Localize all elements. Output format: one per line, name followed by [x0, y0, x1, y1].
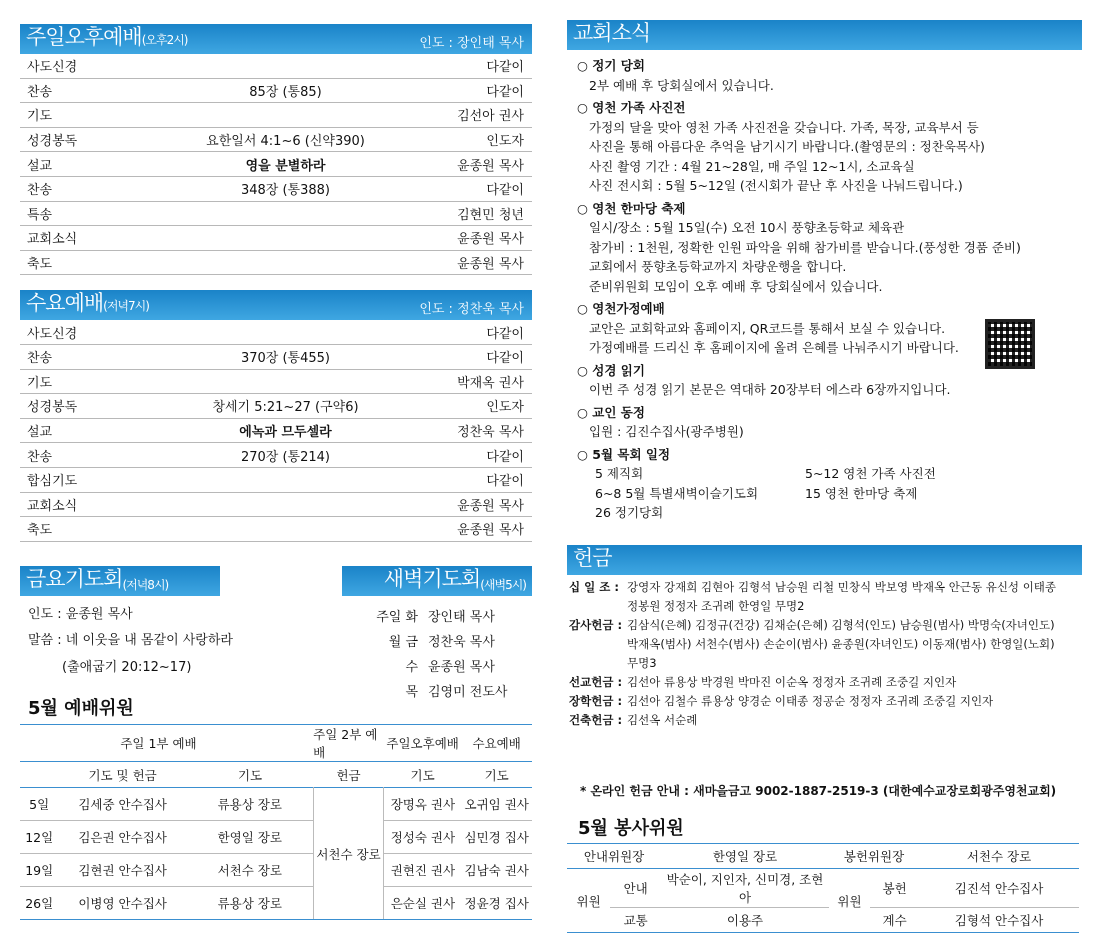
row-sunday1: 김현권 안수집사 [78, 863, 167, 878]
order-part: 찬송 [27, 449, 53, 465]
service-table [567, 843, 1079, 933]
member-label-2: 위원 [829, 869, 870, 933]
wednesday-order-row [20, 320, 532, 345]
dawn-time: (새벽5시) [480, 578, 526, 592]
may-schedule [567, 445, 1082, 523]
dawn-list [360, 603, 524, 703]
dawn-person: 정찬욱 목사 [428, 635, 495, 650]
table-row [20, 887, 532, 920]
news-item-head: ○ 영천가정예배 [577, 301, 665, 316]
news-item-line: 2부 예배 후 당회실에서 있습니다. [589, 77, 774, 93]
schedule-left: 5 제직회 [595, 466, 644, 481]
news-item-head: ○ 정기 당회 [577, 58, 645, 73]
may-worship-title: 5월 예배위원 [28, 698, 134, 719]
service-head-row [567, 844, 1079, 869]
afternoon-order-row [20, 226, 532, 251]
order-part: 설교 [27, 425, 53, 441]
row-sunday1: 김세중 안수집사 [78, 797, 167, 812]
order-content: 에녹과 므두셀라 [239, 425, 332, 441]
row-wednesday: 김남숙 권사 [464, 863, 529, 878]
bong-label: 봉헌 [882, 881, 907, 896]
offering-list [569, 578, 1064, 730]
dawn-row [360, 628, 524, 653]
order-person: 다같이 [486, 449, 524, 465]
friday-title: 금요기도회 [26, 567, 123, 591]
news-item [577, 98, 1082, 196]
order-person: 다같이 [486, 60, 524, 76]
offering-row [569, 616, 1064, 673]
news-item-line: 교안은 교회학교와 홈페이지, QR코드를 통해서 보실 수 있습니다. [589, 320, 946, 336]
wednesday-order-row [20, 394, 532, 419]
offering-row [569, 673, 1064, 692]
order-part: 교회소식 [27, 232, 78, 248]
offering-names: 강영자 강재희 김현아 김형석 남승원 리철 민창식 박보영 박재옥 안근동 유신성 이태종 정봉원 정정자 조귀례 한영일 무명2 [627, 580, 1057, 613]
guide-name: 한영일 장로 [712, 849, 778, 864]
schedule-right: 5~12 영천 가족 사진전 [805, 466, 936, 481]
dawn-row [360, 603, 524, 628]
order-part: 교회소식 [27, 498, 78, 514]
offering-names: 김삼식(은혜) 김정규(건강) 김채순(은혜) 김형석(인도) 남승원(범사) 박명숙(자녀인도) 박재옥(범사) 서천수(범사) 손순이(범사) 윤종원(자녀인도) 이동재(범사) 한영일(노회) 무명3 [627, 618, 1055, 670]
offering-row [569, 578, 1064, 616]
order-part: 성경봉독 [27, 134, 78, 150]
offering-kind: 장학헌금 : [569, 694, 623, 708]
head-prayer3: 기도 [410, 767, 435, 783]
table-row [20, 788, 532, 821]
schedule-left: 6~8 5월 특별새벽이슬기도회 [595, 485, 759, 501]
offer-name: 서천수 장로 [966, 849, 1032, 864]
news-item [577, 199, 1082, 297]
afternoon-order [20, 54, 532, 275]
news-item-line: 준비위원회 모임이 오후 예배 후 당회실에서 있습니다. [589, 278, 883, 294]
wednesday-leader: 인도 : 정찬욱 목사 [419, 302, 524, 318]
afternoon-order-row [20, 103, 532, 128]
order-content: 창세기 5:21~27 (구약6) [212, 400, 359, 416]
bong-names: 김진석 안수집사 [954, 881, 1044, 896]
worship-rows [20, 788, 532, 920]
may-schedule-row [577, 503, 1082, 523]
afternoon-order-row [20, 128, 532, 153]
order-person: 다같이 [486, 351, 524, 367]
wednesday-order [20, 320, 532, 541]
left-column [20, 24, 532, 542]
wednesday-worship-banner [20, 290, 532, 320]
row-sunday2: 류용상 장로 [217, 896, 282, 911]
row-date: 19일 [25, 863, 54, 878]
afternoon-order-row [20, 251, 532, 276]
offering-names: 김선아 김철수 류용상 양경순 이태종 정공순 정정자 조귀례 조중길 지인자 [627, 694, 994, 708]
news-item [577, 403, 1082, 442]
order-part: 설교 [27, 158, 53, 174]
row-sunday2: 류용상 장로 [217, 797, 282, 812]
offering-row [569, 711, 1064, 730]
order-part: 기도 [27, 375, 53, 391]
afternoon-order-row [20, 152, 532, 177]
offering-kind: 선교헌금 : [569, 675, 623, 689]
afternoon-order-row [20, 79, 532, 104]
news-item [577, 56, 1082, 95]
order-part: 축도 [27, 523, 53, 539]
right-column [567, 20, 1082, 523]
head-afternoon: 주일오후예배 [386, 736, 459, 751]
head-prayer-offer: 기도 및 헌금 [88, 767, 157, 783]
row-sunday1: 김은권 안수집사 [78, 830, 167, 845]
wednesday-order-row [20, 443, 532, 468]
order-part: 축도 [27, 257, 53, 273]
order-part: 특송 [27, 207, 53, 223]
news-item-line: 이번 주 성경 읽기 본문은 역대하 20장부터 에스라 6장까지입니다. [589, 382, 951, 397]
offering-kind: 감사헌금 : [569, 618, 623, 632]
wednesday-order-row [20, 345, 532, 370]
may-worship-table [20, 724, 532, 920]
friday-time: (저녁8시) [122, 578, 169, 592]
news-list [567, 56, 1082, 442]
may-worship-heading [28, 694, 134, 720]
wednesday-order-row [20, 419, 532, 444]
service-heading [578, 814, 684, 840]
count-names: 김형석 안수집사 [954, 913, 1044, 928]
order-person: 윤종원 목사 [457, 158, 524, 174]
row-afternoon: 은순실 권사 [390, 896, 456, 911]
dawn-person: 윤종원 목사 [428, 660, 495, 675]
news-item-line: 참가비 : 1천원, 정확한 인원 파악을 위해 참가비를 받습니다.(풍성한 경품 준비) [589, 239, 1021, 255]
order-content: 270장 (통214) [240, 449, 331, 465]
order-person: 다같이 [486, 326, 524, 342]
order-part: 찬송 [27, 84, 53, 100]
afternoon-leader: 인도 : 장인태 목사 [419, 36, 524, 51]
order-content: 348장 (통388) [240, 183, 331, 199]
head-prayer4: 기도 [484, 767, 509, 783]
news-item-line: 가정예배를 드리신 후 홈페이지에 올려 은혜를 나눠주시기 바랍니다. [589, 340, 959, 355]
row-wednesday: 정윤경 집사 [464, 896, 529, 911]
row-afternoon: 정성숙 권사 [390, 830, 456, 845]
wednesday-order-row [20, 493, 532, 518]
wednesday-time: (저녁7시) [103, 299, 149, 314]
head-row-1 [20, 725, 532, 762]
row-wednesday: 오귀임 권사 [464, 797, 529, 812]
service-title: 5월 봉사위원 [578, 818, 684, 839]
offering-title: 헌금 [573, 546, 612, 570]
friday-word: 말씀 : 네 이웃을 내 몸같이 사랑하라 [28, 633, 233, 648]
row-date: 26일 [25, 896, 54, 911]
afternoon-worship-banner [20, 24, 532, 54]
wednesday-title: 수요예배 [26, 291, 104, 316]
order-content: 요한일서 4:1~6 (신약390) [206, 134, 365, 150]
news-banner [567, 20, 1082, 50]
offering-banner [567, 545, 1082, 575]
dawn-day: 주일 화 [376, 610, 418, 625]
order-person: 인도자 [486, 400, 524, 416]
afternoon-order-row [20, 177, 532, 202]
order-part: 사도신경 [27, 326, 78, 342]
order-person: 박재옥 권사 [457, 375, 524, 391]
wednesday-order-row [20, 468, 532, 493]
dawn-day: 수 [405, 660, 418, 675]
may-schedule-row [577, 484, 1082, 504]
service-table-wrap [567, 843, 1079, 933]
afternoon-order-row [20, 54, 532, 79]
news-title: 교회소식 [573, 21, 651, 45]
row-afternoon: 권현진 권사 [390, 863, 456, 878]
row-sunday2: 서천수 장로 [217, 863, 282, 878]
an-label: 안내 [623, 881, 648, 896]
news-item-line: 사진을 통해 아름다운 추억을 남기시기 바랍니다.(촬영문의 : 정찬욱목사) [589, 139, 985, 154]
order-part: 찬송 [27, 351, 53, 367]
order-person: 다같이 [486, 474, 524, 490]
order-person: 윤종원 목사 [457, 498, 524, 514]
offering-names: 김선옥 서순례 [627, 713, 698, 727]
order-part: 합심기도 [27, 474, 78, 490]
order-part: 사도신경 [27, 60, 78, 76]
row-date: 5일 [29, 797, 50, 812]
news-item-head: ○ 교인 동정 [577, 404, 645, 420]
qr-code-icon[interactable] [985, 319, 1035, 369]
order-content: 영을 분별하라 [245, 158, 326, 174]
news-item-line: 교회에서 풍향초등학교까지 차량운행을 합니다. [589, 259, 847, 274]
order-person: 윤종원 목사 [457, 232, 524, 248]
dawn-person: 김영미 전도사 [428, 685, 508, 700]
head-wednesday: 수요예배 [472, 736, 521, 751]
friday-ref: (출애굽기 20:12~17) [62, 660, 192, 675]
friday-banner [20, 566, 220, 596]
order-part: 찬송 [27, 183, 53, 199]
offering-kind: 십 일 조 : [569, 580, 619, 594]
afternoon-order-row [20, 202, 532, 227]
news-item-head: ○ 영천 한마당 축제 [577, 200, 686, 216]
order-person: 다같이 [486, 183, 524, 199]
head-offering: 헌금 [336, 767, 361, 783]
count-label: 계수 [882, 913, 907, 928]
news-item-line: 사진 촬영 기간 : 4월 21~28일, 매 주일 12~1시, 소교육실 [589, 158, 915, 174]
friday-leader: 인도 : 윤종원 목사 [28, 607, 133, 622]
service-row-1 [567, 869, 1079, 908]
may-worship-table-wrap [20, 724, 532, 920]
schedule-right: 15 영천 한마당 축제 [805, 485, 918, 501]
dawn-title: 새벽기도회 [383, 567, 481, 591]
news-item-head: ○ 영천 가족 사진전 [577, 100, 686, 115]
service-row-2 [567, 908, 1079, 933]
news-item-head: ○ 성경 읽기 [577, 362, 645, 378]
dawn-person: 장인태 목사 [428, 610, 495, 625]
wednesday-order-row [20, 517, 532, 542]
order-person: 인도자 [486, 134, 524, 150]
wednesday-order-row [20, 370, 532, 395]
table-row [20, 821, 532, 854]
offering-names: 김선아 류용상 박경원 박마진 이순옥 정정자 조귀례 조중길 지인자 [627, 675, 957, 689]
may-schedule-head: ○ 5월 목회 일정 [577, 446, 671, 462]
head-sunday2: 주일 2부 예배 [313, 727, 378, 760]
online-offering-info: * 온라인 헌금 안내 : 새마을금고 9002-1887-2519-3 (대한예수교장로회광주영천교회) [580, 784, 1057, 798]
table-row [20, 854, 532, 887]
may-schedule-list [577, 464, 1082, 523]
order-person: 정찬욱 목사 [457, 425, 524, 441]
offering-kind: 건축헌금 : [569, 713, 623, 727]
head-row-2 [20, 762, 532, 788]
dawn-banner [342, 566, 532, 596]
offering-all: 서천수 장로 [313, 788, 384, 920]
may-schedule-row [577, 464, 1082, 484]
dawn-day: 월 금 [388, 635, 418, 650]
head-sunday1: 주일 1부 예배 [120, 736, 197, 751]
news-item-line: 일시/장소 : 5월 15일(수) 오전 10시 풍향초등학교 체육관 [589, 220, 905, 235]
order-content: 85장 (통85) [249, 84, 322, 100]
afternoon-title: 주일오후예배 [26, 25, 142, 49]
news-item-line: 가정의 달을 맞아 영천 가족 사진전을 갖습니다. 가족, 목장, 교육부서 등 [589, 119, 979, 135]
order-part: 기도 [27, 109, 53, 125]
row-afternoon: 장명옥 권사 [390, 797, 456, 812]
order-person: 윤종원 목사 [457, 257, 524, 273]
order-person: 김선아 권사 [457, 109, 524, 125]
traffic-label: 교통 [623, 913, 648, 928]
order-part: 성경봉독 [27, 400, 78, 416]
offer-head: 봉헌위원장 [843, 849, 905, 864]
row-wednesday: 심민경 집사 [464, 830, 529, 845]
order-person: 다같이 [486, 84, 524, 100]
row-sunday1: 이병영 안수집사 [78, 896, 167, 911]
dawn-row [360, 678, 524, 703]
guide-head: 안내위원장 [583, 849, 645, 864]
order-person: 윤종원 목사 [457, 523, 524, 539]
dawn-row [360, 653, 524, 678]
order-content: 370장 (통455) [240, 351, 331, 367]
offering-row [569, 692, 1064, 711]
traffic-names: 이용주 [726, 913, 764, 928]
order-person: 김현민 청년 [457, 207, 524, 223]
row-sunday2: 한영일 장로 [217, 830, 282, 845]
dawn-day: 목 [405, 685, 418, 700]
news-item-line: 입원 : 김진수집사(광주병원) [589, 424, 744, 439]
an-names: 박순이, 지인자, 신미경, 조현아 [666, 872, 824, 905]
news-item-line: 사진 전시회 : 5월 5~12일 (전시회가 끝난 후 사진을 나눠드립니다.) [589, 178, 963, 193]
head-prayer2: 기도 [237, 767, 263, 783]
member-label-1: 위원 [567, 869, 610, 933]
schedule-left: 26 정기당회 [595, 505, 664, 520]
afternoon-time: (오후2시) [141, 33, 188, 47]
row-date: 12일 [25, 830, 54, 845]
